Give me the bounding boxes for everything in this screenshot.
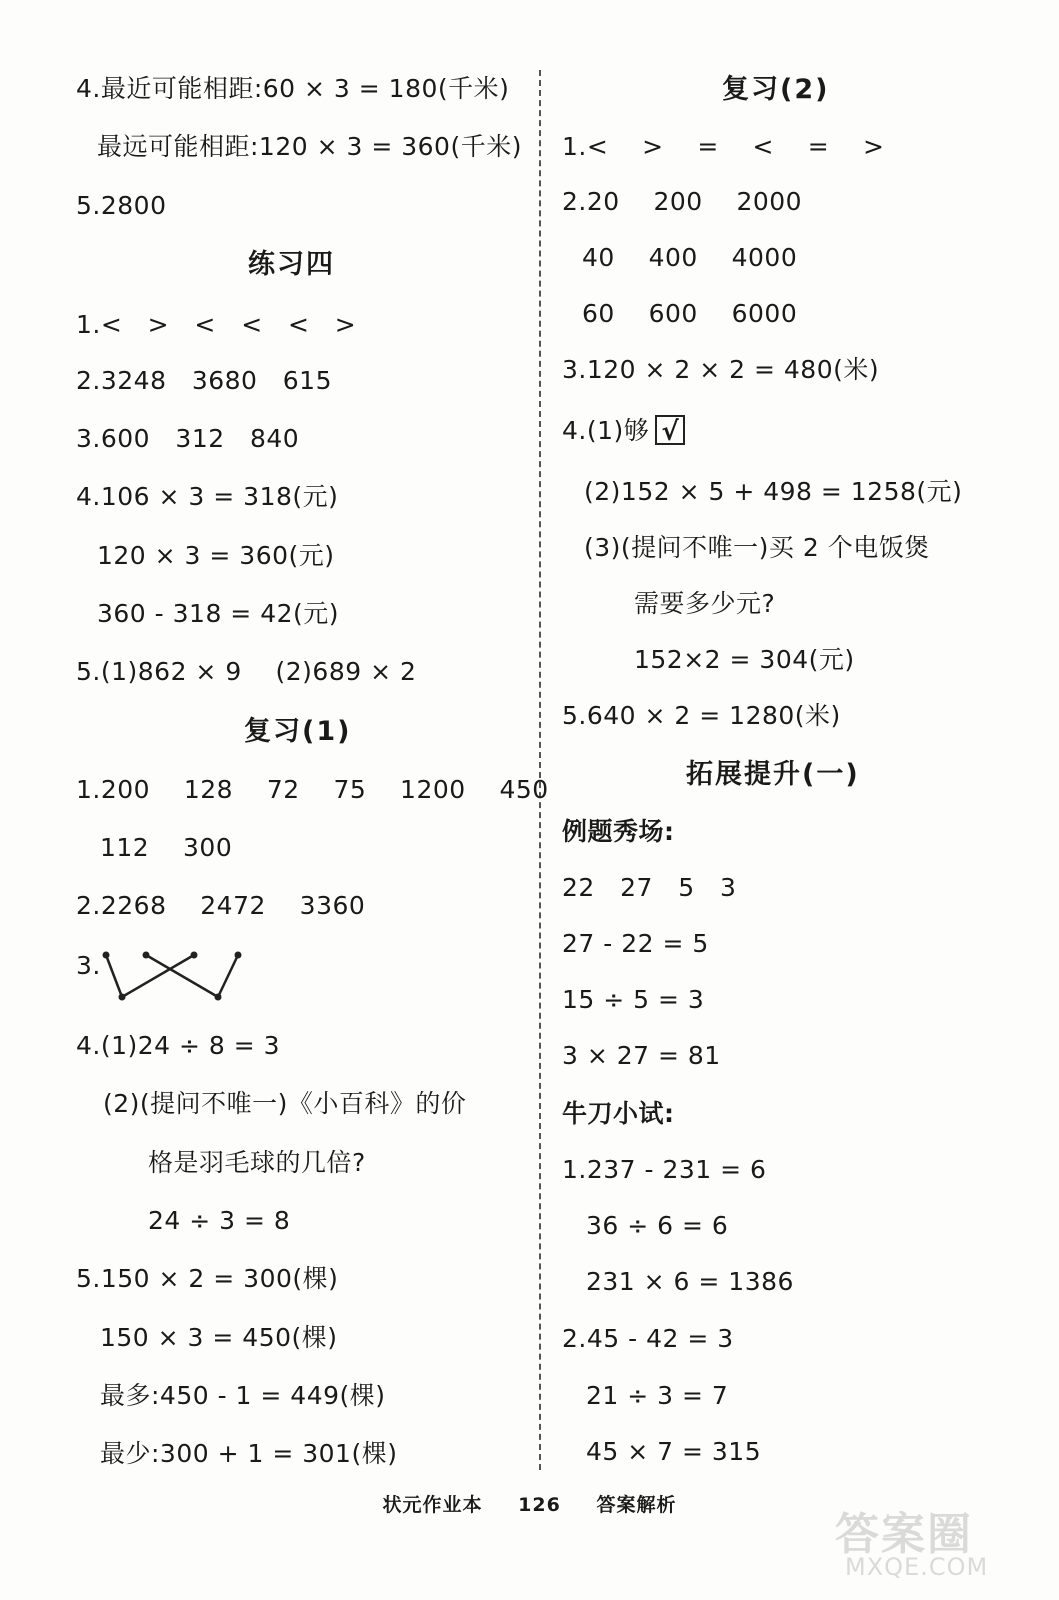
match-dot xyxy=(215,994,222,1001)
match-dot xyxy=(119,994,126,1001)
right-line-14: 27 - 22 = 5 xyxy=(562,929,709,958)
match-dot xyxy=(191,952,198,959)
section-heading-practice-4: 练习四 xyxy=(248,249,335,280)
watermark-url: MXQE.COM xyxy=(845,1553,989,1581)
right-line-4: 60 600 6000 xyxy=(582,299,798,328)
right-line-20: 231 × 6 = 1386 xyxy=(586,1267,794,1296)
left-line-9: 360 - 318 = 42(元) xyxy=(97,599,340,628)
left-line-22: 最少:300 + 1 = 301(棵) xyxy=(100,1439,398,1468)
right-line-21: 2.45 - 42 = 3 xyxy=(562,1324,734,1353)
right-line-19: 36 ÷ 6 = 6 xyxy=(586,1211,729,1240)
section-heading-extension-1: 拓展提升(一) xyxy=(686,759,860,790)
checked-box: √ xyxy=(655,415,685,445)
matching-lines-diagram xyxy=(96,945,256,1009)
right-line-23: 45 × 7 = 315 xyxy=(586,1437,762,1466)
right-line-1: 1.< > = < = > xyxy=(562,132,885,161)
left-line-13: 2.2268 2472 3360 xyxy=(76,891,366,920)
right-line-13: 22 27 5 3 xyxy=(562,873,737,902)
left-line-11: 1.200 128 72 75 1200 450 xyxy=(76,775,549,804)
section-heading-review-1: 复习(1) xyxy=(244,716,352,747)
match-dot xyxy=(235,952,242,959)
left-line-16: (2)(提问不唯一)《小百科》的价 xyxy=(103,1089,467,1118)
right-line-8: (3)(提问不唯一)买 2 个电饭煲 xyxy=(584,533,930,562)
left-line-19: 5.150 × 2 = 300(棵) xyxy=(76,1264,339,1293)
right-line-6 xyxy=(562,415,685,447)
column-divider xyxy=(539,70,541,1470)
right-line-9: 需要多少元? xyxy=(634,589,776,618)
left-line-12: 112 300 xyxy=(100,833,233,862)
left-line-8: 120 × 3 = 360(元) xyxy=(97,541,335,570)
left-line-15: 4.(1)24 ÷ 8 = 3 xyxy=(76,1031,281,1060)
watermark-logo: 答案圈 xyxy=(835,1509,973,1560)
left-line-10: 5.(1)862 × 9 (2)689 × 2 xyxy=(76,657,417,686)
right-line-7: (2)152 × 5 + 498 = 1258(元) xyxy=(584,477,963,506)
watermark xyxy=(835,1498,1035,1588)
left-line-7: 4.106 × 3 = 318(元) xyxy=(76,482,339,511)
right-line-3: 40 400 4000 xyxy=(582,243,798,272)
left-line-3: 5.2800 xyxy=(76,191,167,220)
match-line-4 xyxy=(218,955,238,997)
footer-section: 答案解析 xyxy=(596,1494,677,1516)
right-line-15: 15 ÷ 5 = 3 xyxy=(562,985,705,1014)
section-heading-review-2: 复习(2) xyxy=(722,74,830,105)
right-line-10: 152×2 = 304(元) xyxy=(634,645,855,674)
left-line-17: 格是羽毛球的几倍? xyxy=(148,1148,366,1177)
left-line-1: 4.最近可能相距:60 × 3 = 180(千米) xyxy=(76,74,510,103)
page-number: 126 xyxy=(518,1494,561,1516)
left-line-2: 最远可能相距:120 × 3 = 360(千米) xyxy=(97,132,522,161)
footer-book-title: 状元作业本 xyxy=(382,1494,483,1516)
match-line-1 xyxy=(106,955,122,997)
right-line-11: 5.640 × 2 = 1280(米) xyxy=(562,701,841,730)
subheading-example: 例题秀场: xyxy=(562,817,675,846)
left-line-4: 1.< > < < < > xyxy=(76,310,357,339)
right-line-22: 21 ÷ 3 = 7 xyxy=(586,1381,729,1410)
right-line-2: 2.20 200 2000 xyxy=(562,187,803,216)
right-line-18: 1.237 - 231 = 6 xyxy=(562,1155,767,1184)
right-line-6-text: 4.(1)够 xyxy=(562,416,650,445)
left-line-14: 3. xyxy=(76,951,101,980)
left-line-5: 2.3248 3680 615 xyxy=(76,366,332,395)
match-dot xyxy=(103,952,110,959)
right-line-5: 3.120 × 2 × 2 = 480(米) xyxy=(562,355,880,384)
subheading-try: 牛刀小试: xyxy=(562,1099,675,1128)
right-line-16: 3 × 27 = 81 xyxy=(562,1041,721,1070)
left-line-20: 150 × 3 = 450(棵) xyxy=(100,1323,338,1352)
left-line-6: 3.600 312 840 xyxy=(76,424,300,453)
left-line-18: 24 ÷ 3 = 8 xyxy=(148,1206,291,1235)
match-dot xyxy=(143,952,150,959)
left-line-21: 最多:450 - 1 = 449(棵) xyxy=(100,1381,386,1410)
